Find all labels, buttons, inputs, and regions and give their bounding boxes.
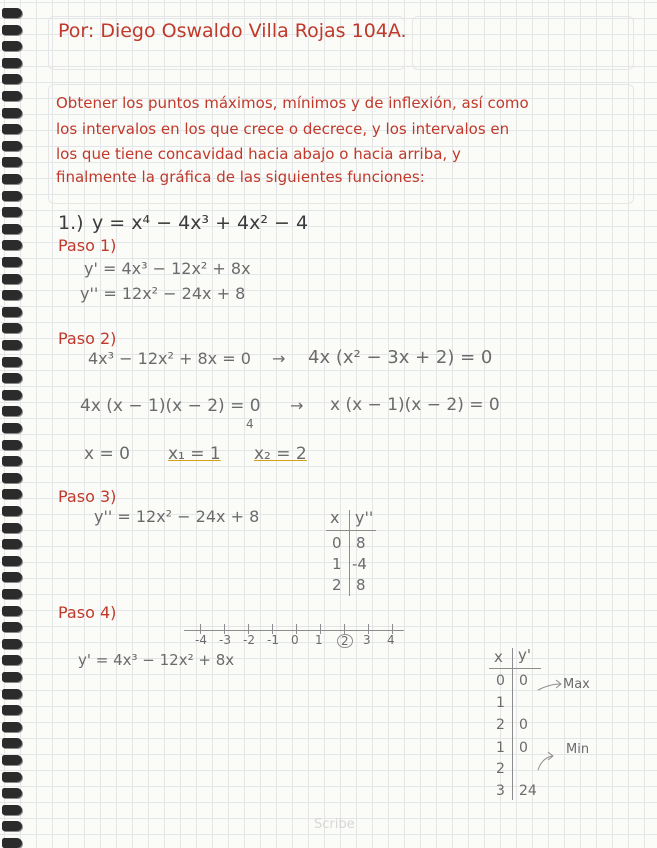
spiral-coil [2,406,22,416]
spiral-coil [2,821,22,831]
paso4-expression: y' = 4x³ − 12x² + 8x [78,651,235,669]
spiral-coil [2,207,22,217]
spiral-coil [2,74,22,84]
paso4-row-2-y: 0 [519,717,528,733]
spiral-coil [2,456,22,466]
paso2-line1-right: 4x (x² − 3x + 2) = 0 [308,347,493,368]
paso4-row-5-y: 24 [519,783,537,799]
number-line-tick-label: -4 [195,633,207,647]
spiral-coil [2,390,22,400]
spiral-coil [2,572,22,582]
spiral-coil [2,25,22,35]
problem-number: 1.) [58,212,84,234]
instructions-line-4: finalmente la gráfica de las siguientes funciones: [56,168,425,186]
spiral-coil [2,41,22,51]
annotation-min: Min [566,742,590,757]
spiral-coil [2,373,22,383]
spiral-coil [2,191,22,201]
spiral-coil [2,738,22,748]
paso1-first-derivative: y' = 4x³ − 12x² + 8x [84,259,251,278]
instructions-line-2: los intervalos en los que crece o decrece, y los intervalos en [56,120,510,138]
spiral-coil [2,240,22,250]
instructions-line-1: Obtener los puntos máximos, mínimos y de inflexión, así como [56,94,529,112]
paso2-root-0: x = 0 [84,444,130,464]
spiral-coil [2,722,22,732]
spiral-coil [2,108,22,118]
number-line-tick-label: -2 [243,633,255,647]
spiral-coil [2,124,22,134]
spiral-coil [2,539,22,549]
spiral-coil [2,224,22,234]
spiral-coil [2,174,22,184]
scribe-watermark: Scribe [314,817,355,832]
paso3-table-vrule [349,510,350,596]
spiral-coil [2,523,22,533]
paso4-label: Paso 4) [58,603,117,622]
spiral-coil [2,506,22,516]
paso2-stray-mark: 4 [246,417,254,431]
paso3-table-header-x: x [330,508,340,527]
paso4-row-0-y: 0 [519,673,528,689]
problem-function: y = x⁴ − 4x³ + 4x² − 4 [92,212,309,234]
paso1-second-derivative: y'' = 12x² − 24x + 8 [80,284,246,303]
spiral-coil [2,622,22,632]
paso3-label: Paso 3) [58,487,117,506]
spiral-coil [2,639,22,649]
paso4-table-vrule [512,648,513,800]
spiral-coil [2,257,22,267]
spiral-coil [2,58,22,68]
paso2-label: Paso 2) [58,329,117,348]
number-line-tick-label: 2 [337,634,353,648]
paso3-table-row-2-y: 8 [356,576,366,594]
instructions-line-3: los que tiene concavidad hacia abajo o hacia arriba, y [56,145,461,163]
paso3-table-row-0-y: 8 [356,534,366,552]
spiral-coil [2,274,22,284]
paso4-row-5-x: 3 [496,783,505,799]
spiral-coil [2,323,22,333]
paso3-expression: y'' = 12x² − 24x + 8 [94,507,260,526]
spiral-coil [2,423,22,433]
paso3-table-row-1-x: 1 [332,555,342,573]
paso2-line1-arrow: → [272,349,286,368]
spiral-coil [2,489,22,499]
paso2-root-1: x₁ = 1 [168,444,221,464]
spiral-coil [2,606,22,616]
number-line-tick-label: 4 [387,633,395,647]
paso3-table-row-0-x: 0 [332,534,342,552]
paso1-label: Paso 1) [58,236,117,255]
spiral-coil [2,473,22,483]
number-line-tick-label: -1 [267,633,279,647]
number-line [184,630,404,631]
spiral-coil [2,290,22,300]
spiral-coil [2,141,22,151]
spiral-coil [2,440,22,450]
spiral-coil [2,556,22,566]
paso4-row-4-x: 2 [496,761,505,777]
annotation-max: Max [563,677,590,692]
paso4-row-3-y: 0 [519,740,528,756]
paso4-row-2-x: 2 [496,717,505,733]
spiral-coil [2,705,22,715]
paso4-row-1-x: 1 [496,695,505,711]
name-box-right [412,16,634,70]
spiral-coil [2,838,22,848]
spiral-coil [2,672,22,682]
number-line-tick-label: -3 [219,633,231,647]
spiral-coil [2,805,22,815]
paso3-table-header-y: y'' [355,508,374,527]
spiral-coil [2,307,22,317]
paso3-table-row-2-x: 2 [332,576,342,594]
spiral-coil [2,689,22,699]
number-line-tick-label: 0 [291,633,299,647]
paso4-table-hrule [489,668,541,669]
author-line: Por: Diego Oswaldo Villa Rojas 104A. [58,20,407,42]
paso4-table-header-x: x [494,648,503,666]
spiral-binding [0,0,26,848]
spiral-coil [2,91,22,101]
paso2-line2-right: x (x − 1)(x − 2) = 0 [330,395,500,415]
spiral-coil [2,755,22,765]
spiral-coil [2,589,22,599]
paso4-table-header-y: y' [518,646,532,664]
paso3-table-hrule [326,530,376,531]
spiral-coil [2,357,22,367]
spiral-coil [2,655,22,665]
spiral-coil [2,340,22,350]
spiral-coil [2,8,22,18]
spiral-coil [2,157,22,167]
paso2-line1-left: 4x³ − 12x² + 8x = 0 [88,349,251,368]
spiral-coil [2,772,22,782]
paso4-row-3-x: 1 [496,740,505,756]
paso3-table-row-1-y: -4 [352,555,367,573]
number-line-tick [344,624,345,634]
paso2-line2-arrow: → [290,396,304,415]
number-line-tick-label: 1 [315,633,323,647]
spiral-coil [2,788,22,798]
paso2-line2-left: 4x (x − 1)(x − 2) = 0 [80,396,261,416]
paso2-root-2: x₂ = 2 [254,444,307,464]
number-line-tick-label: 3 [363,633,371,647]
paso4-row-0-x: 0 [496,673,505,689]
